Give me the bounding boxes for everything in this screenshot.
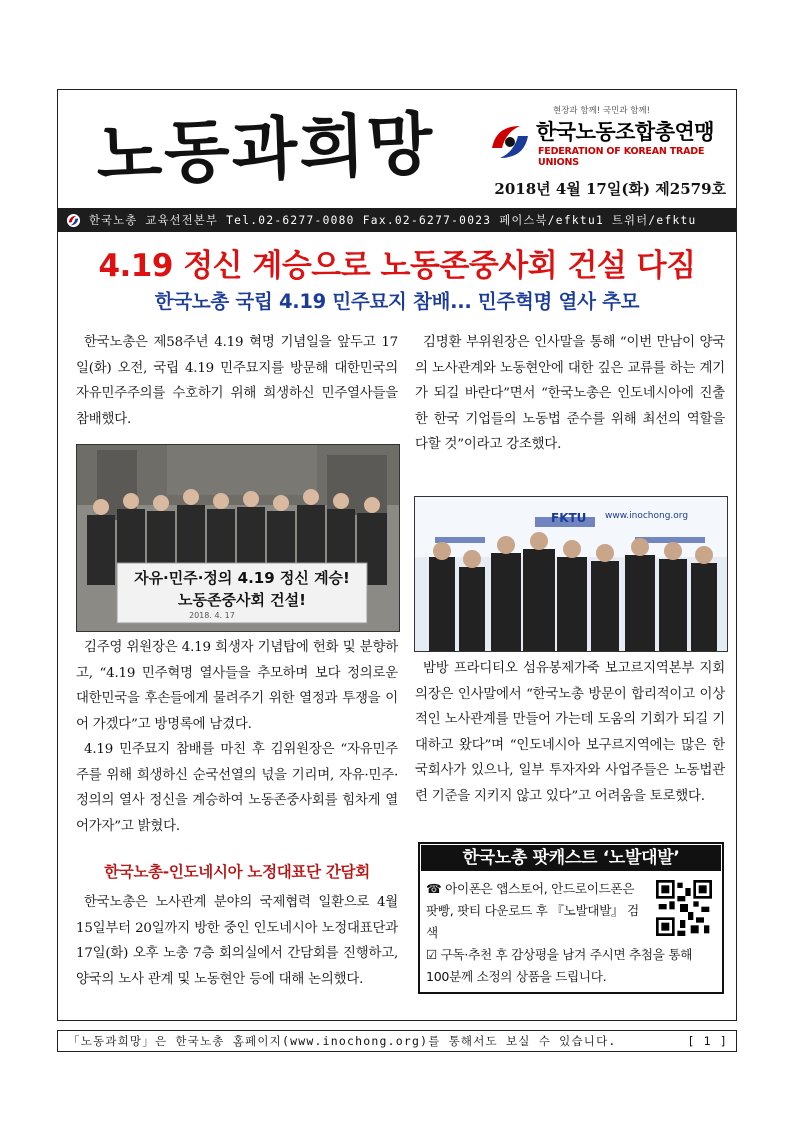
podcast-instructions: ☎ 아이폰은 앱스토어, 안드로이드폰은 팟빵, 팟티 다운로드 후 『노발대발』 검색 [426, 881, 639, 940]
podcast-event: ☑ 구독·추천 후 감상평을 남겨 주시면 추첨을 통해 100분께 소정의 상품을 드립니다. [426, 947, 693, 984]
photo-date: 2018. 4. 17 [189, 611, 235, 620]
article2-intro [76, 890, 398, 992]
podcast-title: 한국노총 팟캐스트 ‘노발대발’ [421, 845, 721, 871]
photo-banner-line1: 자유·민주·정의 4.19 정신 계승! [134, 569, 350, 587]
issue-date: 2018년 4월 17일(화) 제2579호 [494, 180, 726, 198]
sub-headline: 한국노총 국립 4.19 민주묘지 참배... 민주혁명 열사 추모 [154, 290, 640, 313]
federation-block [478, 104, 728, 174]
contact-info: 한국노총 교육선전본부 Tel.02-6277-0080 Fax.02-6277-0023 페이스북/efktu1 트위터/efktu [89, 214, 697, 227]
federation-name: 한국노동조합총연맹 [536, 120, 715, 144]
fktu-small-logo-icon [66, 213, 81, 228]
paragraph: 4.19 민주묘지 참배를 마친 후 김위원장은 “자유민주주를 위해 희생하신 순국선열의 넋을 기리며, 자유·민주·정의의 열사 정신을 계승하여 노동존중사회를 힘차게 열어가자”고 밝혔다. [76, 742, 399, 834]
article2-body-cont [415, 656, 725, 809]
federation-slogan: 현장과 함께! 국민과 함께! [553, 106, 651, 116]
newsletter-frame [57, 89, 737, 1021]
page-number: [ 1 ] [687, 1034, 728, 1048]
main-headline: 4.19 정신 계승으로 노동존중사회 건설 다짐 [98, 248, 696, 284]
footer-note: 「노동과희망」은 한국노총 홈페이지(www.inochong.org)를 통해서도 보실 수 있습니다. [68, 1034, 617, 1048]
paragraph: 한국노총은 노사관계 분야의 국제협력 일환으로 4월 15일부터 20일까지 방한 중인 인도네시아 노정대표단과 17일(화) 오후 노총 7층 회의실에서 간담회를 진행하고, 양국의 노사 관계 및 노동현안 등에 대해 논의했다. [76, 895, 398, 987]
fktu-logo-icon [486, 118, 534, 166]
paragraph: 한국노총은 제58주년 4.19 혁명 기념일을 앞두고 17일(화) 오전, 국립 4.19 민주묘지를 방문해 대한민국의 자유민주주의를 수호하기 위해 희생하신 민주열사들을 참배했다. [76, 335, 398, 427]
article2-body [415, 330, 725, 458]
section-heading: 한국노총-인도네시아 노정대표단 간담회 [104, 863, 370, 881]
podcast-box [418, 842, 724, 994]
memorial-photo [76, 444, 400, 632]
photo-url: www.inochong.org [605, 511, 689, 521]
paragraph: 밤방 프라디티오 섬유봉제가죽 보고르지역본부 지회 의장은 인사말에서 “한국노총 방문이 합리적이고 이상적인 노사관계를 만들어 가는데 도움의 기회가 되길 기대하고 왔다”며 “인도네시아 보구르지역에는 많은 한국회사가 있으나, 일부 투자자와 사업주들은 노동법관련 기준을 지키지 않고 있다”고 어려움을 토로했다. [415, 661, 725, 804]
federation-name-en: FEDERATION OF KOREAN TRADE UNIONS [538, 146, 705, 168]
delegation-photo [414, 496, 728, 652]
paragraph: 김명환 부위원장은 인사말을 통해 “이번 만남이 양국의 노사관계와 노동현안에 대한 깊은 교류를 하는 계기가 되길 바란다”면서 “한국노총은 인도네시아에 진출한 한국 기업들의 노동법 준수를 위해 최선의 역할을 다할 것”이라고 강조했다. [415, 335, 725, 452]
photo-fktu-banner: FKTU [551, 511, 587, 525]
article1-body [76, 635, 398, 839]
article1-intro [76, 330, 398, 432]
footer-bar [57, 1030, 737, 1052]
masthead [58, 90, 736, 208]
photo-banner-line2: 노동존중사회 건설! [178, 591, 306, 609]
qr-code-icon[interactable] [656, 880, 712, 936]
contact-bar [58, 208, 736, 232]
newsletter-title: 노동과희망 [94, 104, 436, 196]
paragraph: 김주영 위원장은 4.19 희생자 기념탑에 헌화 및 분향하고, “4.19 민주혁명 열사들을 추모하며 보다 정의로운 대한민국을 후손들에게 물려주기 위한 열정과 투쟁을 이어 가겠다”고 방명록에 남겼다. [76, 640, 399, 732]
